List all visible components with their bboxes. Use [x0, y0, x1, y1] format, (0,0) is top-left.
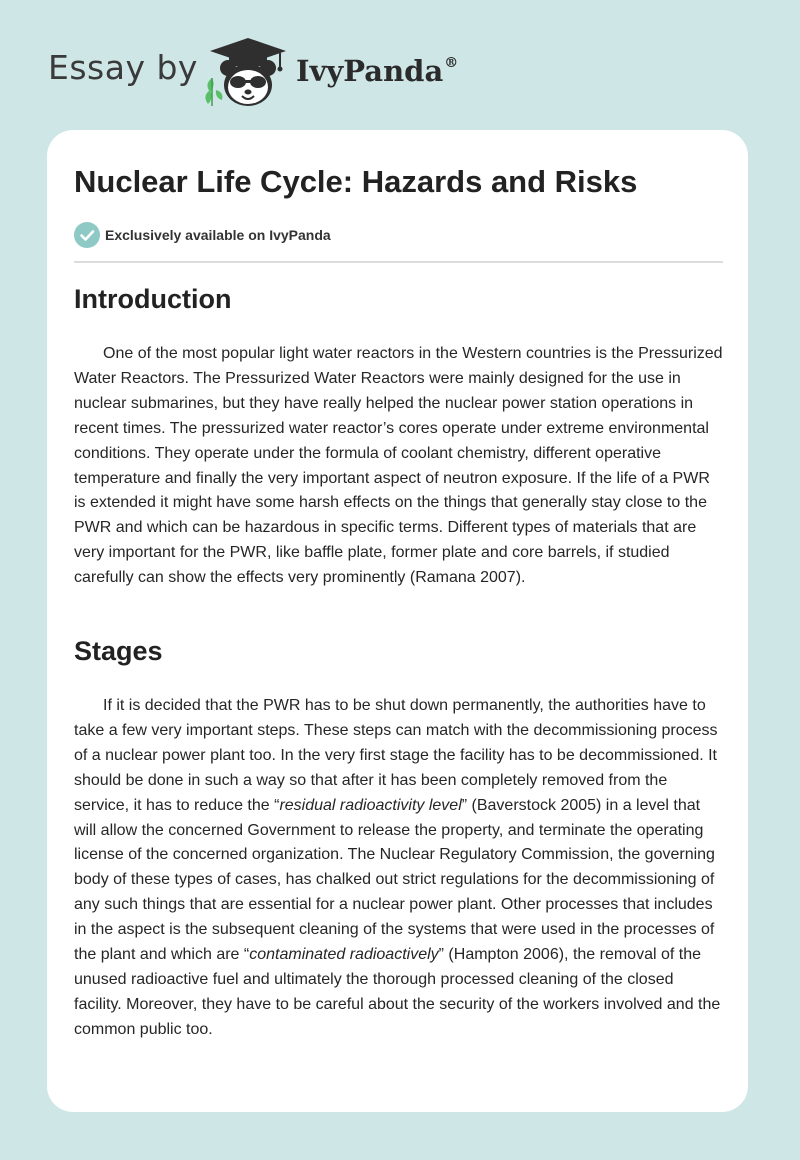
- paragraph-introduction: [74, 342, 723, 591]
- quote-contaminated-radioactively: contaminated radioactively: [249, 946, 439, 964]
- essay-by-label: Essay by: [48, 48, 198, 87]
- brand-name[interactable]: IvyPanda®: [296, 54, 459, 88]
- panda-logo-icon[interactable]: [198, 34, 298, 110]
- site-header: [48, 30, 468, 110]
- check-circle-icon: [74, 222, 100, 248]
- paragraph-text: One of the most popular light water reactors in the Western countries is the Pressurized Water Reactors. The Pressurized Water Reactors were mainly designed for the use in nuclear submarines, but they have really helped the nuclear power station operations in recent times. The pressurized water reactor’s cores operate under extreme environmental conditions. They operate under the formula of coolant chemistry, different operative temperature and finally the very important aspect of neutron exposure. If the life of a PWR is extended it might have some harsh effects on the things that generally stay close to the PWR and which can be hazardous in specific terms. Different types of materials that are very important for the PWR, like baffle plate, former plate and core barrels, if studied carefully can show the effects very prominently (Ramana 2007).: [74, 345, 723, 587]
- quote-residual-radioactivity: residual radioactivity level: [279, 796, 462, 814]
- paragraph-text-part: ” (Baverstock 2005) in a level that will allow the concerned Government to release the property, and terminate the operating license of the concerned organization. The Nuclear Regulatory Commission, the governing body of these types of cases, has chalked out strict regulations for the decommissioning of any such things that are essential for a nuclear power plant. Other processes that includes in the aspect is the subsequent cleaning of the systems that were used in the processes of the plant and which are “: [74, 796, 715, 964]
- section-heading-stages: Stages: [74, 636, 163, 666]
- page-title: Nuclear Life Cycle: Hazards and Risks: [74, 164, 638, 199]
- section-heading-introduction: Introduction: [74, 284, 232, 314]
- exclusive-badge: [74, 222, 331, 248]
- paragraph-text-part: If it is decided that the PWR has to be shut down permanently, the authorities have to take a few very important steps. These steps can match with the decommissioning process of a nuclear power plant too. In the very first stage the facility has to be decommissioned. It should be done in such a way so that after it has been completely removed from the service, it has to reduce the “: [74, 697, 718, 814]
- paragraph-text-part: ” (Hampton 2006), the removal of the unused radioactive fuel and ultimately the thorough processed cleaning of the closed facility. Moreover, they have to be careful about the security of the workers involved and the common public too.: [74, 946, 721, 1038]
- essay-card: [47, 130, 748, 1112]
- divider: [74, 261, 723, 263]
- exclusive-badge-text: Exclusively available on IvyPanda: [105, 227, 331, 243]
- paragraph-stages: [74, 694, 723, 1043]
